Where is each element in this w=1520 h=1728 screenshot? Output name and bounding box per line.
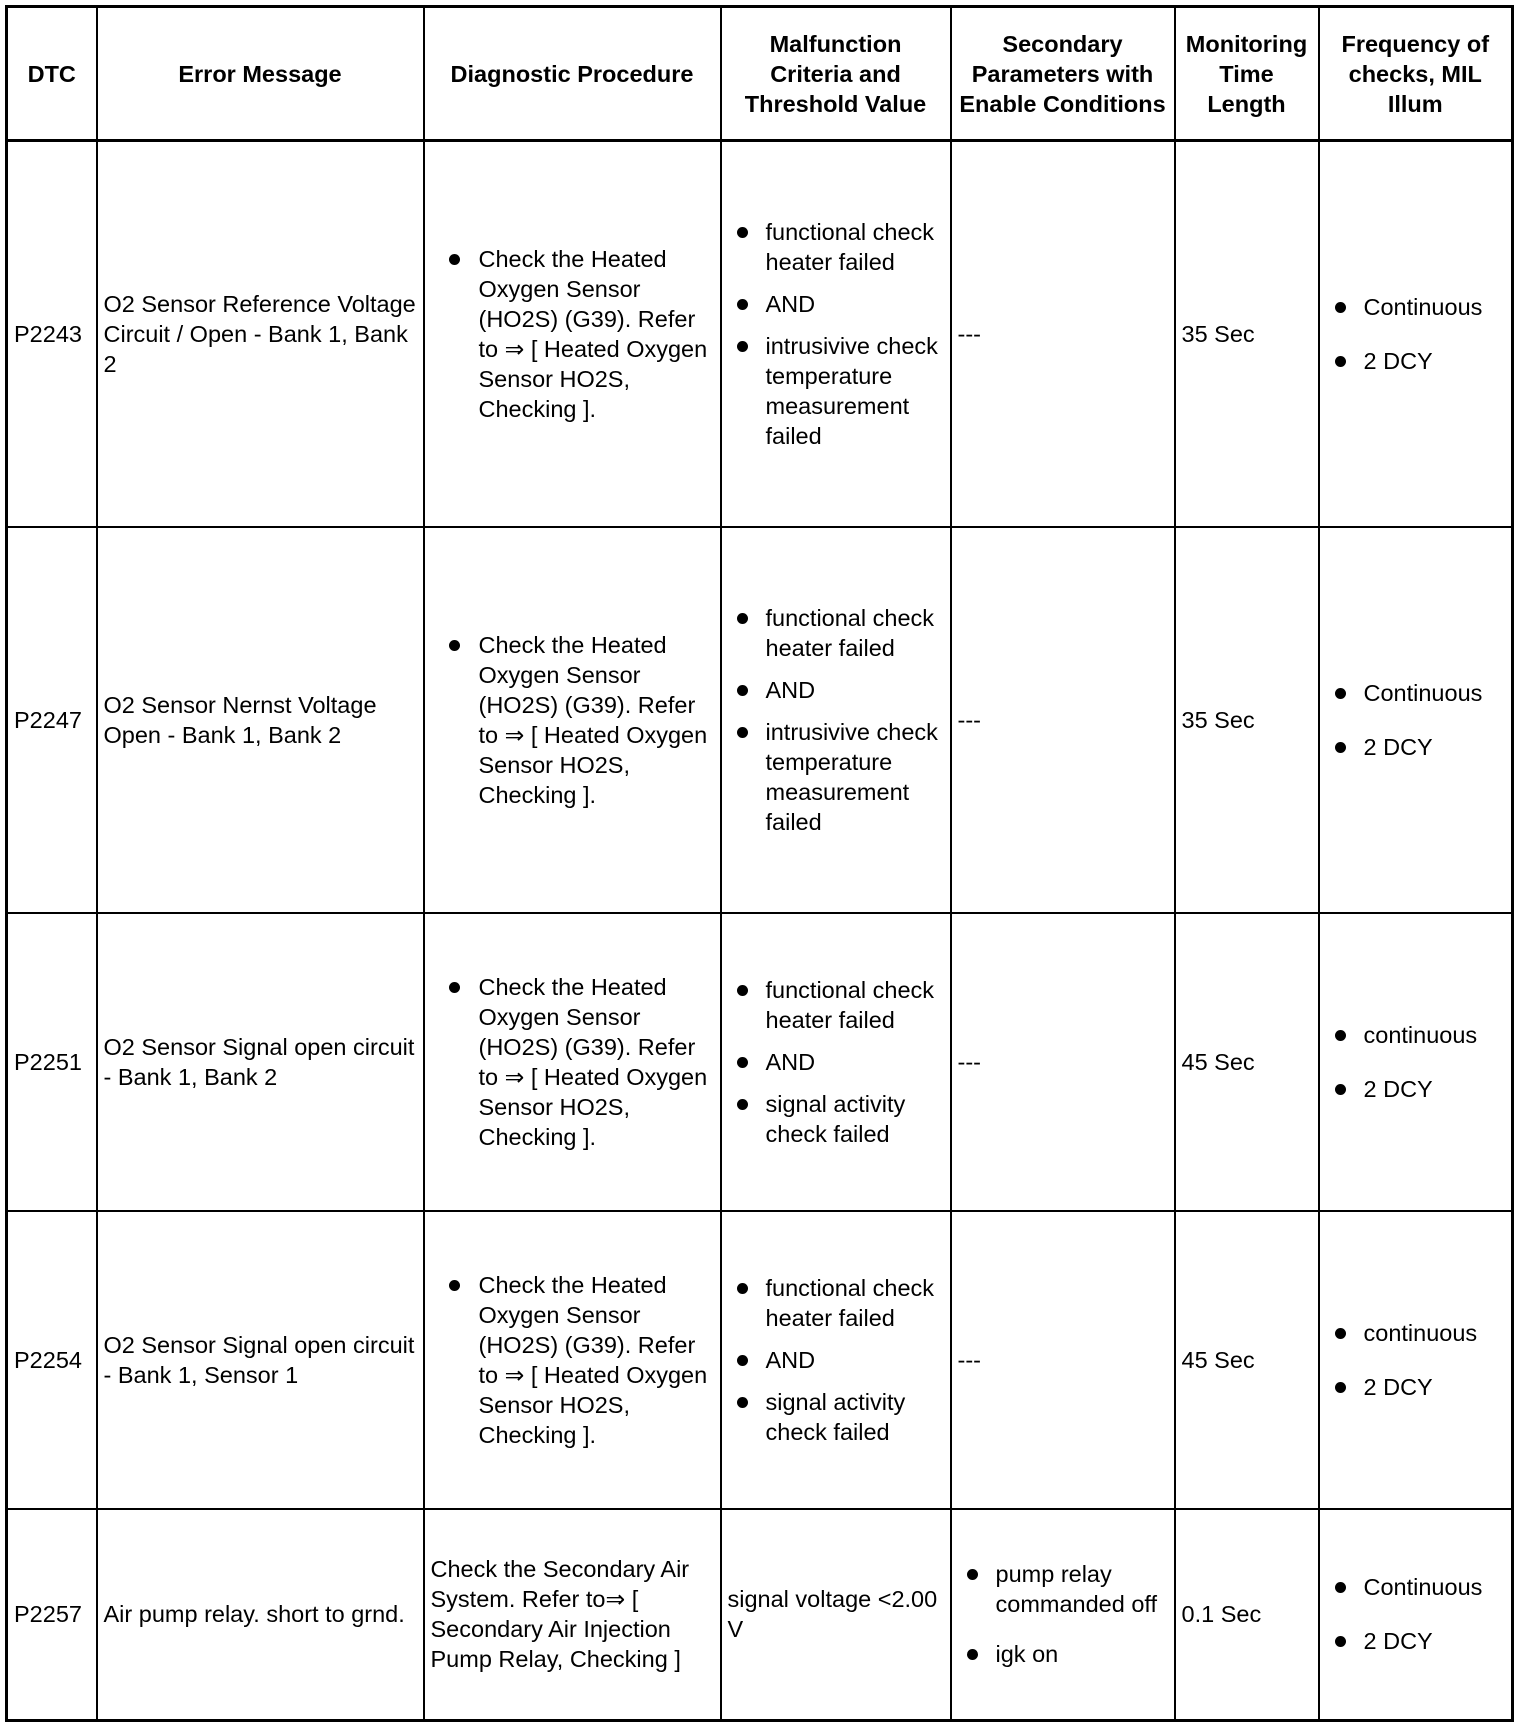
criteria-item: AND [728,1047,944,1077]
malfunction-criteria [721,141,951,527]
dtc-code: P2247 [7,527,97,913]
criteria-item: AND [728,1345,944,1375]
header-dtc: DTC [7,7,97,141]
frequency-item: 2 DCY [1326,732,1506,762]
frequency [1319,1509,1513,1721]
criteria-item: functional check heater failed [728,1273,944,1333]
diagnostic-procedure [424,141,721,527]
error-message: Air pump relay. short to grnd. [97,1509,424,1721]
procedure-item: Check the Heated Oxygen Sensor (HO2S) (G39). Refer to ⇒ [ Heated Oxygen Sensor HO2S, Checking ]. [431,244,714,424]
procedure-item: Check the Heated Oxygen Sensor (HO2S) (G39). Refer to ⇒ [ Heated Oxygen Sensor HO2S, Checking ]. [431,630,714,810]
error-message: O2 Sensor Reference Voltage Circuit / Open - Bank 1, Bank 2 [97,141,424,527]
dtc-table-sheet [5,5,1511,1721]
secondary-parameters: --- [951,913,1175,1211]
table-row [7,1509,1513,1721]
frequency [1319,1211,1513,1509]
criteria-item: intrusivive check temperature measurement failed [728,717,944,837]
header-secondary-parameters: Secondary Parameters with Enable Conditions [951,7,1175,141]
dtc-code: P2251 [7,913,97,1211]
diagnostic-procedure [424,527,721,913]
error-message: O2 Sensor Nernst Voltage Open - Bank 1, Bank 2 [97,527,424,913]
frequency [1319,913,1513,1211]
header-monitoring-time: Monitoring Time Length [1175,7,1319,141]
monitoring-time: 35 Sec [1175,141,1319,527]
frequency-item: continuous [1326,1318,1506,1348]
malfunction-criteria [721,913,951,1211]
malfunction-criteria: signal voltage <2.00 V [721,1509,951,1721]
dtc-code: P2257 [7,1509,97,1721]
header-diagnostic-procedure: Diagnostic Procedure [424,7,721,141]
criteria-item: AND [728,289,944,319]
procedure-item: Check the Heated Oxygen Sensor (HO2S) (G39). Refer to ⇒ [ Heated Oxygen Sensor HO2S, Checking ]. [431,1270,714,1450]
criteria-item: functional check heater failed [728,975,944,1035]
error-message: O2 Sensor Signal open circuit - Bank 1, Bank 2 [97,913,424,1211]
frequency-item: Continuous [1326,678,1506,708]
dtc-table [5,5,1514,1722]
frequency-item: Continuous [1326,292,1506,322]
header-error-message: Error Message [97,7,424,141]
monitoring-time: 0.1 Sec [1175,1509,1319,1721]
secondary-parameters: --- [951,141,1175,527]
table-row [7,527,1513,913]
diagnostic-procedure [424,913,721,1211]
criteria-item: functional check heater failed [728,217,944,277]
table-row [7,1211,1513,1509]
header-row [7,7,1513,141]
monitoring-time: 45 Sec [1175,1211,1319,1509]
error-message: O2 Sensor Signal open circuit - Bank 1, Sensor 1 [97,1211,424,1509]
dtc-code: P2243 [7,141,97,527]
frequency-item: 2 DCY [1326,1372,1506,1402]
frequency-item: 2 DCY [1326,1074,1506,1104]
criteria-item: intrusivive check temperature measurement failed [728,331,944,451]
secondary-item: pump relay commanded off [958,1559,1168,1619]
diagnostic-procedure: Check the Secondary Air System. Refer to⇒ [ Secondary Air Injection Pump Relay, Checking ] [424,1509,721,1721]
malfunction-criteria [721,1211,951,1509]
frequency-item: 2 DCY [1326,1626,1506,1656]
secondary-parameters: --- [951,1211,1175,1509]
dtc-code: P2254 [7,1211,97,1509]
malfunction-criteria [721,527,951,913]
monitoring-time: 35 Sec [1175,527,1319,913]
criteria-item: functional check heater failed [728,603,944,663]
frequency-item: continuous [1326,1020,1506,1050]
monitoring-time: 45 Sec [1175,913,1319,1211]
frequency [1319,527,1513,913]
frequency-item: 2 DCY [1326,346,1506,376]
secondary-parameters [951,1509,1175,1721]
diagnostic-procedure [424,1211,721,1509]
frequency-item: Continuous [1326,1572,1506,1602]
procedure-item: Check the Heated Oxygen Sensor (HO2S) (G39). Refer to ⇒ [ Heated Oxygen Sensor HO2S, Checking ]. [431,972,714,1152]
secondary-item: igk on [958,1639,1168,1669]
criteria-item: signal activity check failed [728,1089,944,1149]
table-row [7,141,1513,527]
header-malfunction-criteria: Malfunction Criteria and Threshold Value [721,7,951,141]
criteria-item: signal activity check failed [728,1387,944,1447]
criteria-item: AND [728,675,944,705]
table-row [7,913,1513,1211]
header-frequency: Frequency of checks, MIL Illum [1319,7,1513,141]
secondary-parameters: --- [951,527,1175,913]
frequency [1319,141,1513,527]
